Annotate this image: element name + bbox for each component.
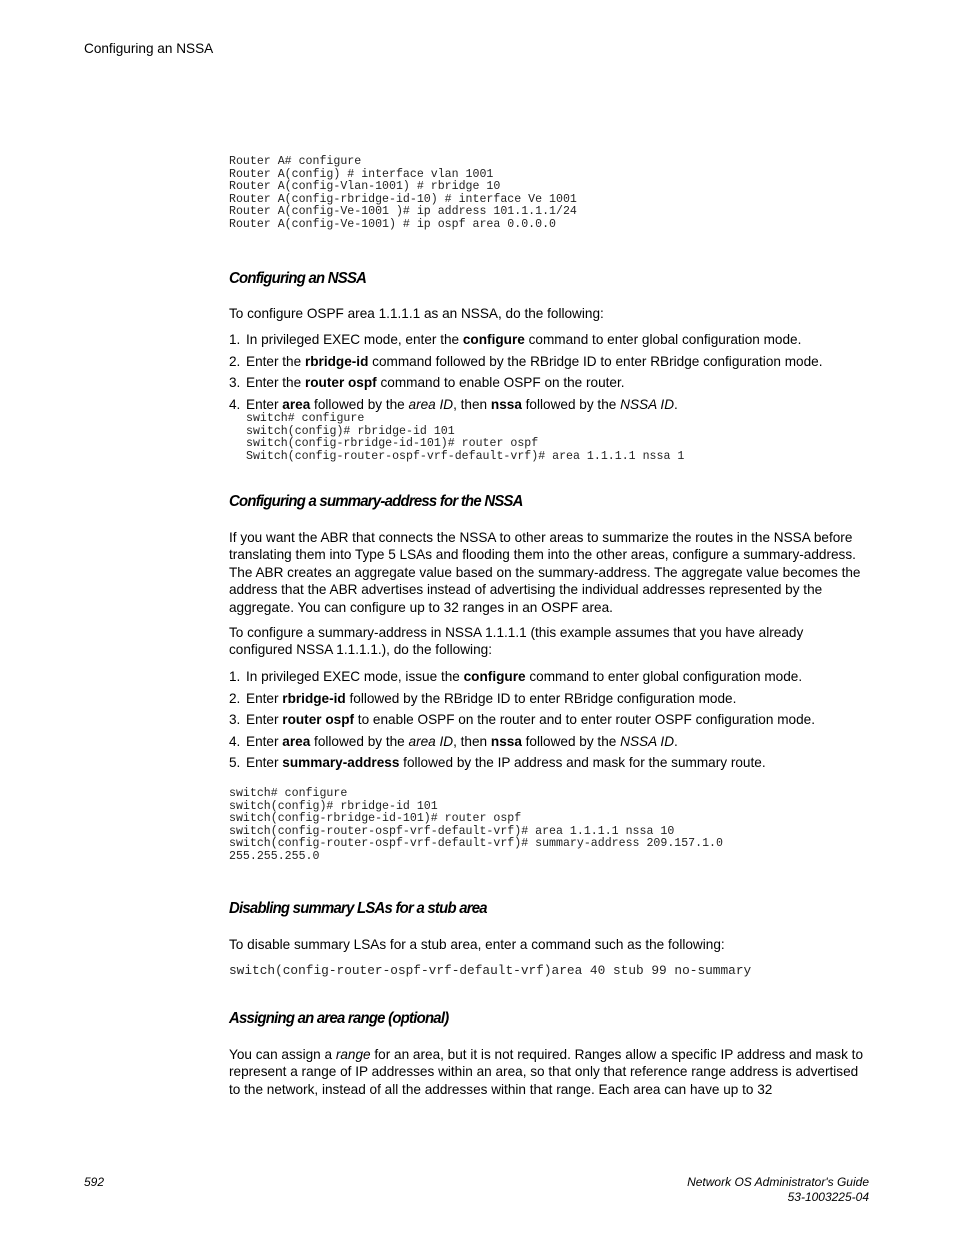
section-heading-area-range: Assigning an area range (optional)	[229, 1010, 449, 1027]
code-block-stub-area: switch(config-router-ospf-vrf-default-vrf)area 40 stub 99 no-summary	[229, 963, 752, 978]
list-item: 1. In privileged EXEC mode, enter the configure command to enter global configuration mode.	[229, 332, 802, 347]
code-line: switch(config-rbridge-id-101)# router ospf	[229, 812, 522, 825]
list-item: 1. In privileged EXEC mode, issue the configure command to enter global configuration mode.	[229, 669, 803, 684]
paragraph: You can assign a range for an area, but it is not required. Ranges allow a specific IP address and mask to represent a range of IP addresses within an area, so that only that reference range address is advertised to the network, instead of all the addresses within that range. Each area can have up to 32	[229, 1047, 864, 1097]
page-number: 592	[84, 1175, 105, 1189]
code-block-router-config	[229, 156, 577, 231]
guide-title: Network OS Administrator's Guide	[687, 1175, 869, 1189]
code-line: Router A(config-Ve-1001 )# ip address 101.1.1.1/24	[229, 205, 577, 218]
list-item: 5. Enter summary-address followed by the IP address and mask for the summary route.	[229, 755, 766, 770]
code-line: Router A# configure	[229, 155, 362, 168]
list-item: 4. Enter area followed by the area ID, then nssa followed by the NSSA ID.	[229, 396, 678, 412]
list-item: 3. Enter the router ospf command to enable OSPF on the router.	[229, 375, 625, 390]
doc-number: 53-1003225-04	[787, 1190, 869, 1204]
running-header: Configuring an NSSA	[84, 41, 214, 56]
code-line: Router A(config) # interface vlan 1001	[229, 167, 494, 181]
list-item: 3. Enter router ospf to enable OSPF on the router and to enter router OSPF configuration mode.	[229, 712, 815, 727]
step-list-summary-address	[229, 668, 869, 771]
code-line: switch(config)# rbridge-id 101	[246, 424, 455, 438]
step-list-nssa	[229, 331, 869, 413]
footer-doc-info	[687, 1175, 869, 1205]
section-heading-summary-address: Configuring a summary-address for the NSSA	[229, 493, 523, 510]
section-intro: To configure OSPF area 1.1.1.1 as an NSSA, do the following:	[229, 306, 604, 321]
code-line: Switch(config-router-ospf-vrf-default-vrf)# area 1.1.1.1 nssa 1	[246, 449, 685, 463]
code-line: switch(config-router-ospf-vrf-default-vrf)# area 1.1.1.1 nssa 10	[229, 824, 675, 838]
code-line: switch(config-rbridge-id-101)# router ospf	[246, 437, 539, 450]
code-line: Router A(config-Vlan-1001) # rbridge 10	[229, 180, 501, 193]
code-line: Router A(config-Ve-1001) # ip ospf area 0.0.0.0	[229, 217, 556, 231]
code-line: switch# configure	[229, 787, 348, 800]
code-line: switch(config-router-ospf-vrf-default-vrf)# summary-address 209.157.1.0	[229, 837, 723, 850]
section-heading-disabling-summary-lsas: Disabling summary LSAs for a stub area	[229, 900, 487, 917]
code-line: switch(config)# rbridge-id 101	[229, 799, 438, 813]
section-intro: To disable summary LSAs for a stub area, enter a command such as the following:	[229, 937, 725, 952]
code-line: Router A(config-rbridge-id-10) # interface Ve 1001	[229, 192, 577, 206]
code-block-nssa	[246, 413, 684, 463]
paragraph: To configure a summary-address in NSSA 1.1.1.1 (this example assumes that you have already configured NSSA 1.1.1.1.), do the following:	[229, 625, 804, 658]
section-heading-configuring-nssa: Configuring an NSSA	[229, 270, 367, 287]
list-item: 2. Enter the rbridge-id command followed by the RBridge ID to enter RBridge configuration mode.	[229, 353, 823, 369]
code-line: switch# configure	[246, 412, 365, 425]
list-item: 2. Enter rbridge-id followed by the RBridge ID to enter RBridge configuration mode.	[229, 690, 737, 706]
code-block-summary-address	[229, 788, 723, 863]
code-line: 255.255.255.0	[229, 849, 320, 863]
paragraph: If you want the ABR that connects the NSSA to other areas to summarize the routes in the NSSA before translating them into Type 5 LSAs and flooding them into the other areas, configure a summary-address. The ABR creates an aggregate value based on the summary-address. The aggregate value becomes the address that the ABR advertises instead of advertising the individual addresses represented by the aggregate. You can configure up to 32 ranges in an OSPF area.	[229, 530, 861, 615]
list-item: 4. Enter area followed by the area ID, then nssa followed by the NSSA ID.	[229, 733, 678, 749]
